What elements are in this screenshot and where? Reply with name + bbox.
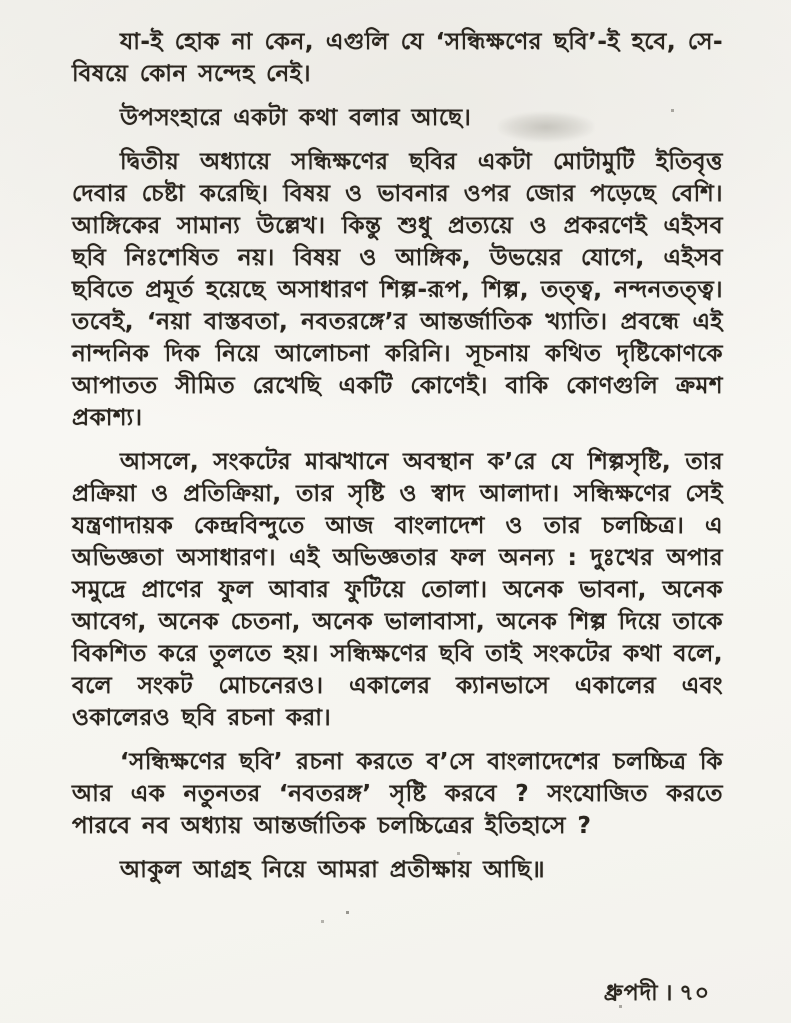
footer-separator: । [664, 981, 674, 1006]
paragraph-5: ‘সন্ধিক্ষণের ছবি’ রচনা করতে ব’সে বাংলাদেশের চলচ্চিত্র কি আর এক নতুনতর ‘নবতরঙ্গ’ সৃষ্টি করবে ? সংযোজিত করতে পারবে নব অধ্যায় আন্তর্জাতিক চলচ্চিত্রের ইতিহাসে ? [72, 749, 723, 839]
paragraph-3: দ্বিতীয় অধ্যায়ে সন্ধিক্ষণের ছবির একটা মোটামুটি ইতিবৃত্ত দেবার চেষ্টা করেছি। বিষয় ও ভাবনার ওপর জোর পড়েছে বেশি। আঙ্গিকের সামান্য উল্লেখ। কিন্তু শুধু প্রত্যয়ে ও প্রকরণেই এইসব ছবি নিঃশেষিত নয়। বিষয় ও আঙ্গিক, উভয়ের যোগে, এইসব ছবিতে প্রমূর্ত হয়েছে অসাধারণ শিল্প-রূপ, শিল্প, তত্ত্ব, নন্দনতত্ত্ব। তবেই, ‘নয়া বাস্তবতা, নবতরঙ্গে’র আন্তর্জাতিক খ্যাতি। প্রবন্ধে এই নান্দনিক দিক নিয়ে আলোচনা করিনি। সূচনায় কথিত দৃষ্টিকোণকে আপাতত সীমিত রেখেছি একটি কোণেই। বাকি কোণগুলি ক্রমশ প্রকাশ্য। [72, 149, 723, 431]
page-text-block [72, 26, 723, 886]
page-footer [601, 976, 713, 1013]
page-number: ৭০ [679, 981, 710, 1006]
paragraph-4: আসলে, সংকটের মাঝখানে অবস্থান ক’রে যে শিল্পসৃষ্টি, তার প্রক্রিয়া ও প্রতিক্রিয়া, তার সৃষ্টি ও স্বাদ আলাদা। সন্ধিক্ষণের সেই যন্ত্রণাদায়ক কেন্দ্রবিন্দুতে আজ বাংলাদেশ ও তার চলচ্চিত্র। এ অভিজ্ঞতা অসাধারণ। এই অভিজ্ঞতার ফল অনন্য : দুঃখের অপার সমুদ্রে প্রাণের ফুল আবার ফুটিয়ে তোলা। অনেক ভাবনা, অনেক আবেগ, অনেক চেতনা, অনেক ভালাবাসা, অনেক শিল্প দিয়ে তাকে বিকশিত করে তুলতে হয়। সন্ধিক্ষণের ছবি তাই সংকটের কথা বলে, বলে সংকট মোচনেরও। একালের ক্যানভাসে একালের এবং ওকালেরও ছবি রচনা করা। [72, 449, 723, 731]
scan-specks [0, 0, 1, 1]
paragraph-1: যা-ই হোক না কেন, এগুলি যে ‘সন্ধিক্ষণের ছবি’-ই হবে, সে-বিষয়ে কোন সন্দেহ নেই। [72, 29, 723, 87]
journal-title: ধ্রুপদী [604, 981, 659, 1006]
paragraph-6: আকুল আগ্রহ নিয়ে আমরা প্রতীক্ষায় আছি॥ [120, 857, 545, 883]
paragraph-2: উপসংহারে একটা কথা বলার আছে। [120, 105, 472, 131]
